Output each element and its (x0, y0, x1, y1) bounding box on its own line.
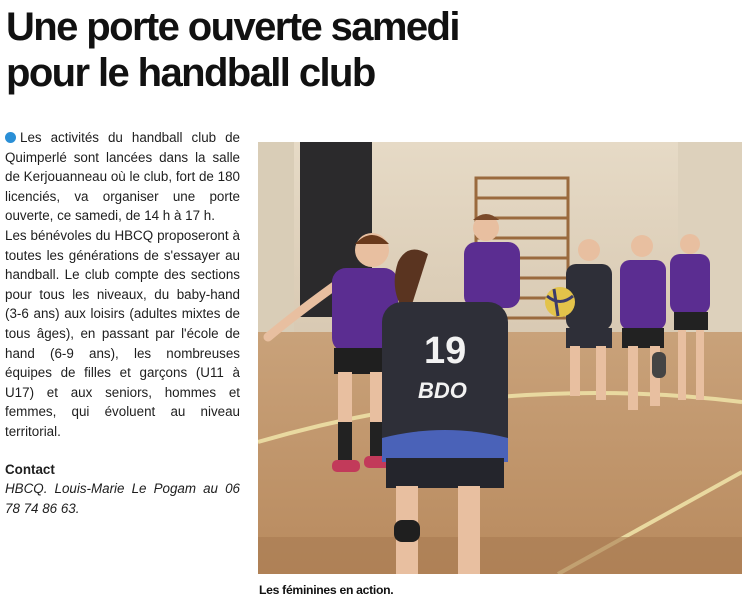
article-body (5, 128, 240, 518)
article-paragraph-1-text: Les activités du handball club de Quimperlé sont lancées dans la salle de Kerjouanneau où le club, fort de 180 licenciés, va organiser une porte ouverte, ce samedi, de 14 h à 17 h. (5, 130, 240, 224)
article-headline (6, 4, 736, 96)
article-paragraph-1 (5, 128, 240, 226)
handball-scene-illustration (258, 142, 742, 574)
headline-line-2: pour le handball club (6, 51, 375, 95)
contact-title: Contact (5, 461, 55, 477)
photo-caption: Les féminines en action. (259, 583, 394, 597)
jersey-number: 19 (424, 330, 467, 372)
handball-photo (258, 142, 742, 574)
article-paragraph-2: Les bénévoles du HBCQ proposeront à toutes les générations de s'essayer au handball. Le club compte des sections pour tous les niveaux, du baby-hand (3-6 ans) aux loisirs (adultes mixtes de tous âges), en passant par l'école de hand (6-9 ans), les nombreuses équipes de filles et garçons (U11 à U17) et aux seniors, hommes et femmes, qui évoluent au niveau territorial. (5, 227, 240, 439)
contact-text: HBCQ. Louis-Marie Le Pogam au 06 78 74 86 63. (5, 481, 240, 516)
jersey-sponsor: BDO (418, 378, 467, 403)
headline-line-1: Une porte ouverte samedi (6, 5, 459, 49)
bullet-icon (5, 132, 16, 143)
